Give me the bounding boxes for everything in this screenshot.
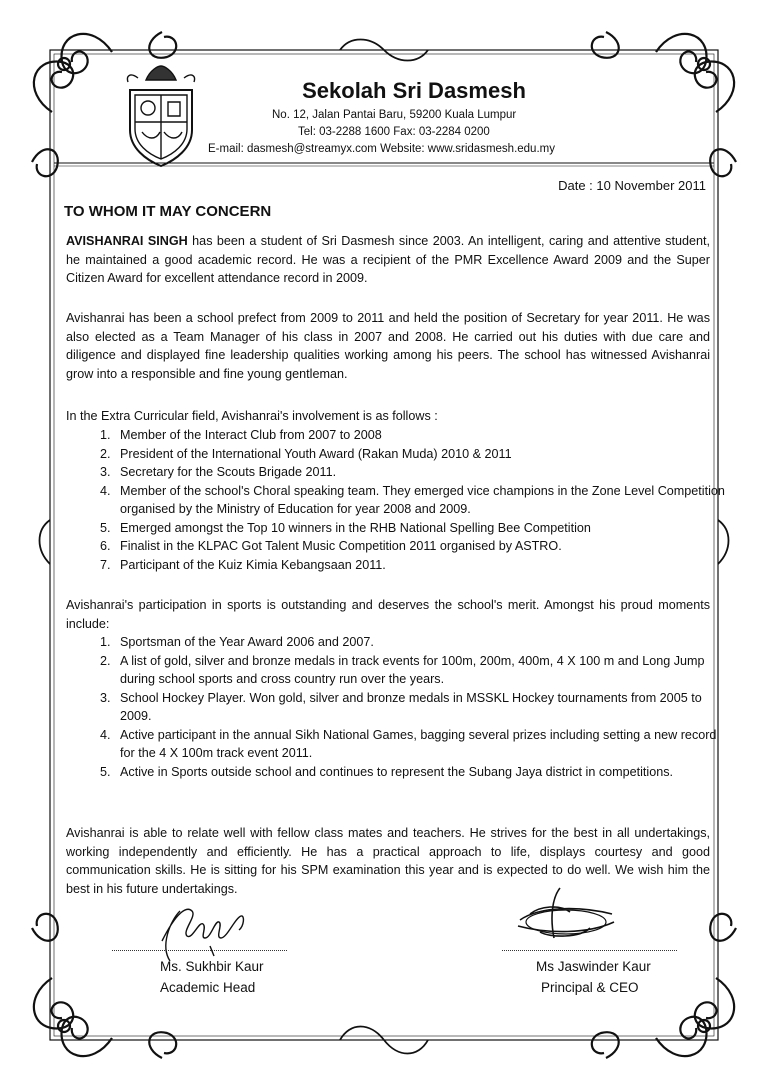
sports-list xyxy=(96,633,732,781)
closing-paragraph: Avishanrai is able to relate well with fellow class mates and teachers. He strives for the best in all undertakings, working independently and efficiently. He has a practical approach to life, displays courtesy and good communication skills. He is sitting for his SPM examination this year and is expected to do well. We wish him the best in his future undertakings. xyxy=(66,826,710,896)
extra-curricular-intro: In the Extra Curricular field, Avishanrai's involvement is as follows : xyxy=(66,409,438,423)
list-item: 3. School Hockey Player. Won gold, silver and bronze medals in MSSKL Hockey tournaments from 2005 to 2009. xyxy=(114,689,732,726)
signature-line-right xyxy=(502,950,677,951)
signatory-title: Academic Head xyxy=(160,980,256,995)
list-item: 5. Emerged amongst the Top 10 winners in the RHB National Spelling Bee Competition xyxy=(114,519,732,538)
prefect-paragraph: Avishanrai has been a school prefect from 2009 to 2011 and held the position of Secretary for year 2011. He was also elected as a Team Manager of his class in 2007 and 2008. He carried out his duties with due care and diligence and displayed fine leadership qualities working among his peers. The school has witnessed Avishanrai grow into a responsible and fine young gentleman. xyxy=(66,311,710,381)
signature-principal xyxy=(500,880,630,950)
student-name: AVISHANRAI SINGH xyxy=(66,234,188,248)
intro-text: has been a student of Sri Dasmesh since 2003. An intelligent, caring and attentive student, he maintained a good academic record. He was a recipient of the PMR Excellence Award 2009 and the Super Citizen Award for excellent attendance record in 2009. xyxy=(66,234,710,285)
signatory-name: Ms Jaswinder Kaur xyxy=(536,959,651,974)
signature-line-left xyxy=(112,950,287,951)
school-name: Sekolah Sri Dasmesh xyxy=(302,78,526,103)
school-address: No. 12, Jalan Pantai Baru, 59200 Kuala Lumpur xyxy=(272,109,517,121)
list-item: 5. Active in Sports outside school and continues to represent the Subang Jaya district in competitions. xyxy=(114,763,732,782)
list-item: 4. Active participant in the annual Sikh National Games, bagging several prizes including setting a new record for the 4 X 100m track event 2011. xyxy=(114,726,732,763)
list-item: 2. A list of gold, silver and bronze medals in track events for 100m, 200m, 400m, 4 X 100 m and Long Jump during school sports and cross country run over the years. xyxy=(114,652,732,689)
extra-curricular-list xyxy=(96,426,732,574)
list-item: 2. President of the International Youth Award (Rakan Muda) 2010 & 2011 xyxy=(114,445,732,464)
signatory-name: Ms. Sukhbir Kaur xyxy=(160,959,264,974)
school-crest-logo xyxy=(118,60,204,168)
list-item: 3. Secretary for the Scouts Brigade 2011. xyxy=(114,463,732,482)
list-item: 1. Sportsman of the Year Award 2006 and 2007. xyxy=(114,633,732,652)
signatory-title: Principal & CEO xyxy=(541,980,639,995)
list-item: 6. Finalist in the KLPAC Got Talent Music Competition 2011 organised by ASTRO. xyxy=(114,537,732,556)
school-phone: Tel: 03-2288 1600 Fax: 03-2284 0200 xyxy=(298,126,490,138)
list-item: 4. Member of the school's Choral speaking team. They emerged vice champions in the Zone Level Competition organised by the Ministry of Education for year 2008 and 2009. xyxy=(114,482,732,519)
salutation: TO WHOM IT MAY CONCERN xyxy=(64,203,272,220)
school-contact: E-mail: dasmesh@streamyx.com Website: www.sridasmesh.edu.my xyxy=(208,143,555,155)
intro-paragraph xyxy=(66,232,710,288)
letter-date: Date : 10 November 2011 xyxy=(558,178,706,193)
signatory-left xyxy=(160,956,264,998)
sports-intro: Avishanrai's participation in sports is outstanding and deserves the school's merit. Amongst his proud moments include: xyxy=(66,598,710,631)
list-item: 1. Member of the Interact Club from 2007 to 2008 xyxy=(114,426,732,445)
list-item: 7. Participant of the Kuiz Kimia Kebangsaan 2011. xyxy=(114,556,732,575)
signatory-right xyxy=(536,956,651,998)
